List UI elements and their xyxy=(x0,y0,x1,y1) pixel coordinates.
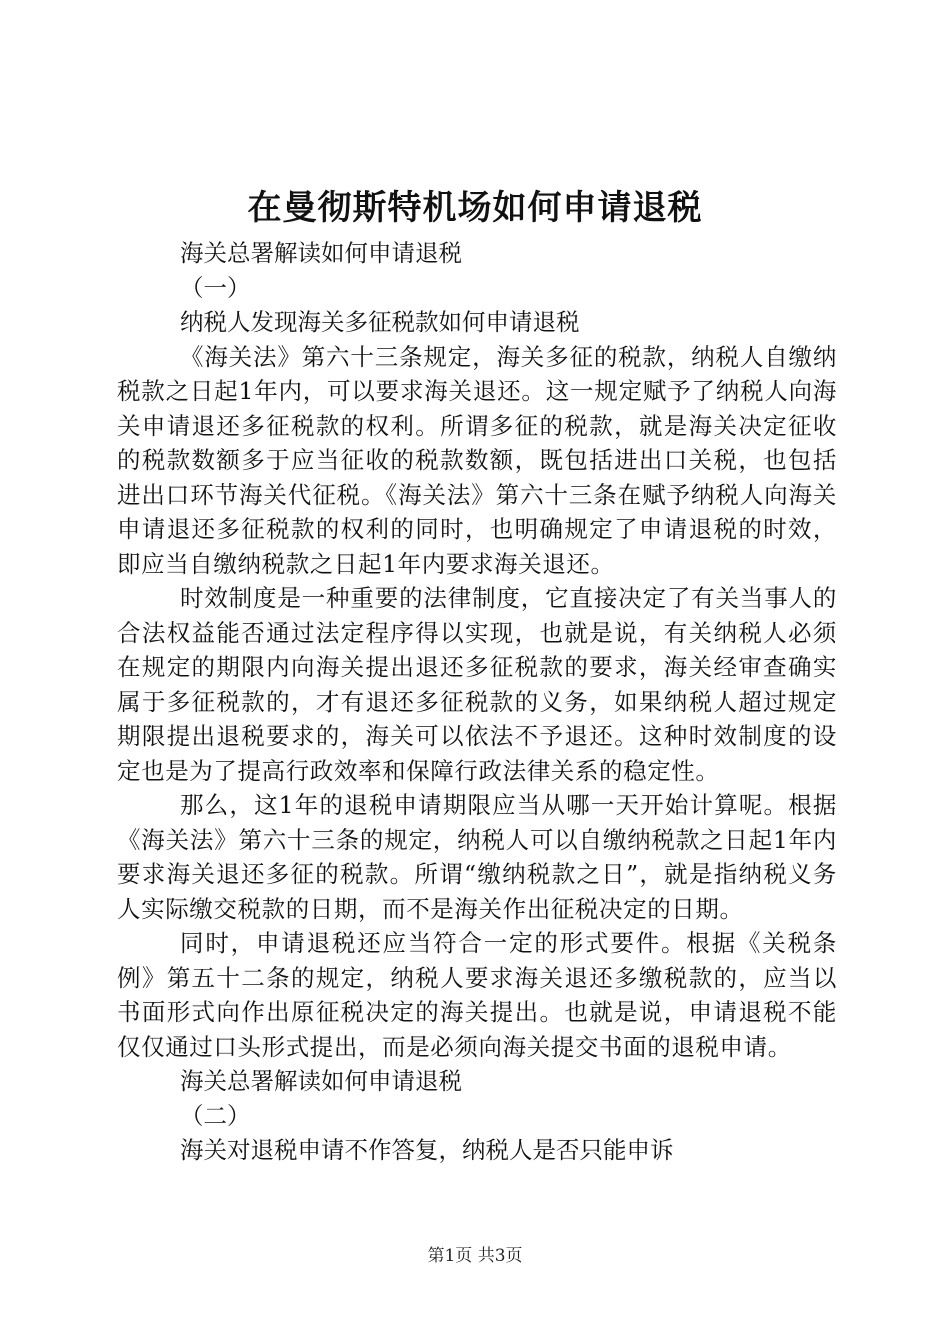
paragraph-2: 时效制度是一种重要的法律制度，它直接决定了有关当事人的合法权益能否通过法定程序得以实现，也就是说，有关纳税人必须在规定的期限内向海关提出退还多征税款的要求，海关经审查确实属于多征税款的，才有退还多征税款的义务，如果纳税人超过规定期限提出退税要求的，海关可以依法不予退还。这种时效制度的设定也是为了提高行政效率和保障行政法律关系的稳定性。 xyxy=(117,584,837,785)
section-number: （一） xyxy=(180,273,251,302)
section-heading-2: 海关总署解读如何申请退税 xyxy=(180,1067,462,1095)
paragraph-1: 《海关法》第六十三条规定，海关多征的税款，纳税人自缴纳税款之日起1年内，可以要求海关退还。这一规定赋予了纳税人向海关申请退还多征税款的权利。所谓多征的税款，就是海关决定征收的税款数额多于应当征收的税款数额，既包括进出口关税，也包括进出口环节海关代征税。《海关法》第六十三条在赋予纳税人向海关申请退还多征税款的权利的同时，也明确规定了申请退税的时效，即应当自缴纳税款之日起1年内要求海关退还。 xyxy=(117,342,837,578)
section-subtitle: 纳税人发现海关多征税款如何申请退税 xyxy=(180,308,580,336)
section-number-2: （二） xyxy=(180,1101,251,1130)
document-title: 在曼彻斯特机场如何申请退税 xyxy=(247,188,703,228)
section-subtitle-2: 海关对退税申请不作答复，纳税人是否只能申诉 xyxy=(180,1136,674,1164)
section-heading: 海关总署解读如何申请退税 xyxy=(180,239,462,267)
page-footer: 第1页 共3页 xyxy=(427,1246,523,1266)
document-body xyxy=(117,236,837,1168)
paragraph-4: 同时，申请退税还应当符合一定的形式要件。根据《关税条例》第五十二条的规定，纳税人要求海关退还多缴税款的，应当以书面形式向作出原征税决定的海关提出。也就是说，申请退税不能仅仅通过口头形式提出，而是必须向海关提交书面的退税申请。 xyxy=(117,929,837,1061)
paragraph-3: 那么，这1年的退税申请期限应当从哪一天开始计算呢。根据《海关法》第六十三条的规定，纳税人可以自缴纳税款之日起1年内要求海关退还多征的税款。所谓“缴纳税款之日”，就是指纳税义务人实际缴交税款的日期，而不是海关作出征税决定的日期。 xyxy=(117,791,837,923)
